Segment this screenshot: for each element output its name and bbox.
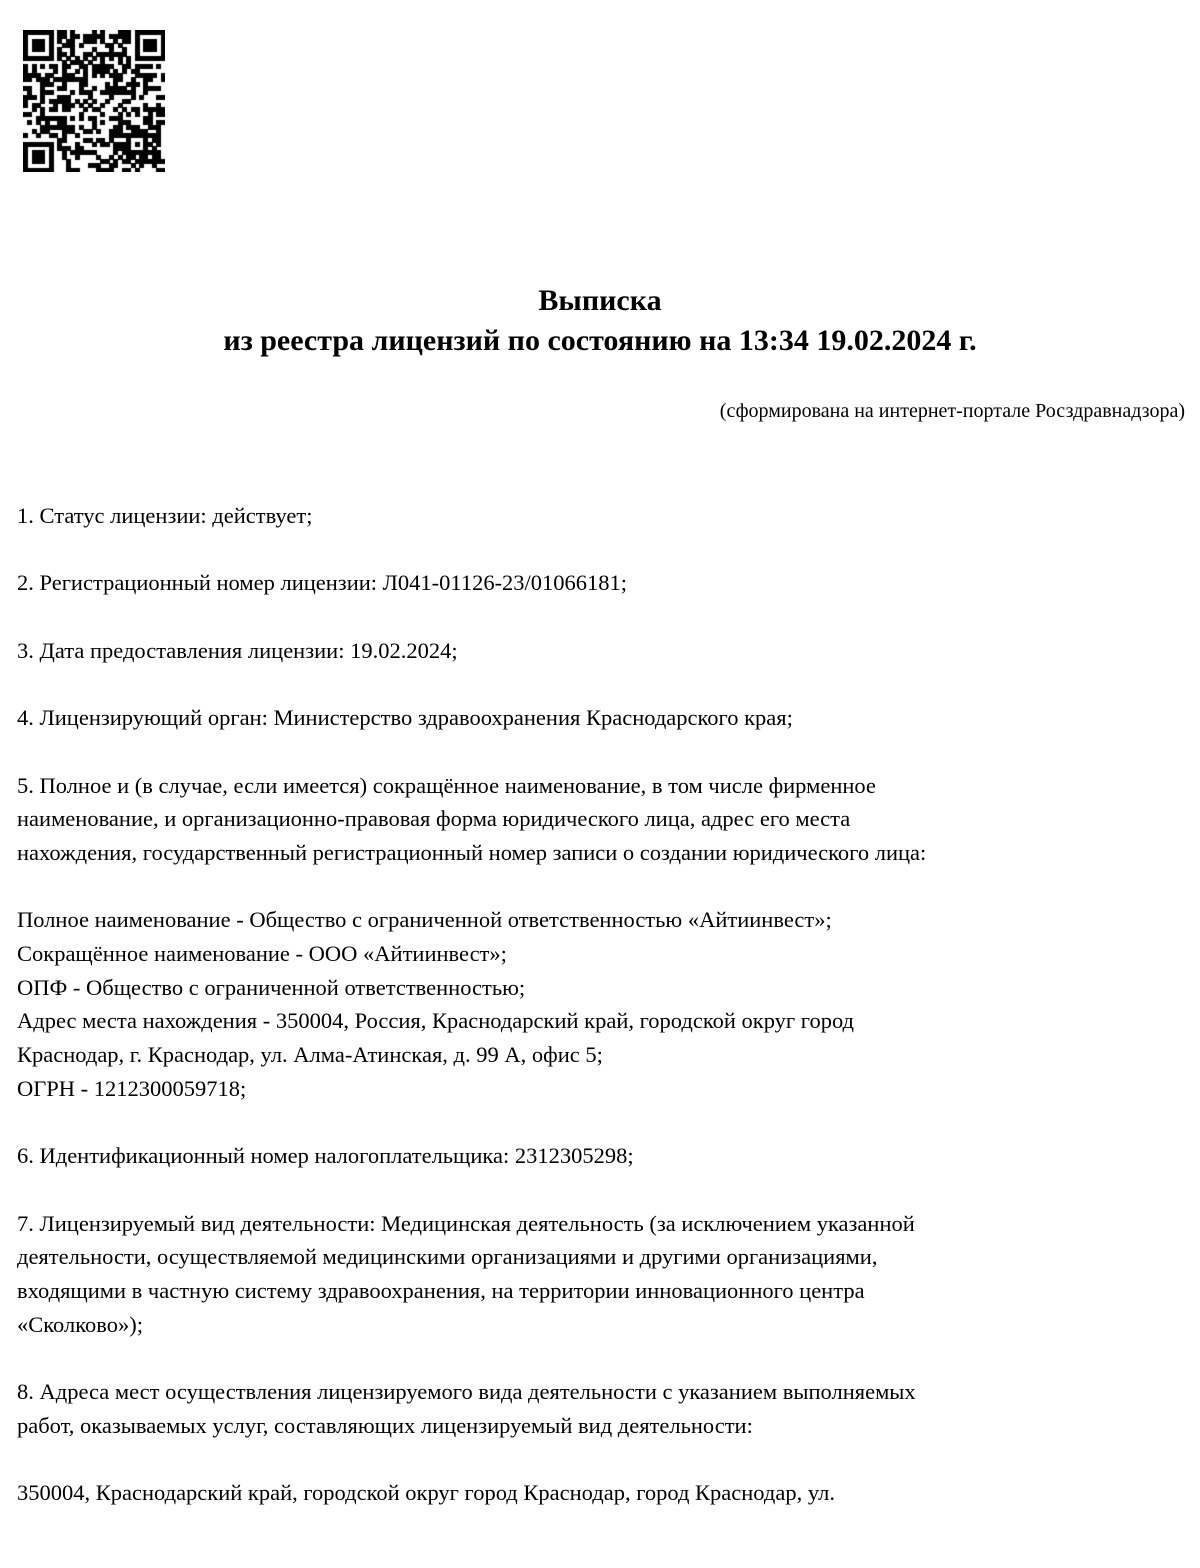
paragraph [17,1139,1189,1173]
paragraph [17,566,1189,600]
text-line: 350004, Краснодарский край, городской округ город Краснодар, город Краснодар, ул. [17,1480,835,1506]
text-line: 5. Полное и (в случае, если имеется) сокращённое наименование, в том числе фирменное [17,772,876,798]
text-line: 2. Регистрационный номер лицензии: Л041-01126-23/01066181; [17,570,628,596]
document-body [17,499,1189,1544]
text-line: 7. Лицензируемый вид деятельности: Медицинская деятельность (за исключением указанной [17,1210,915,1236]
document-title [17,281,1183,361]
text-line: Краснодар, г. Краснодар, ул. Алма-Атинская, д. 99 А, офис 5; [17,1042,603,1068]
title-line-2: из реестра лицензий по состоянию на 13:34 19.02.2024 г. [223,324,977,357]
paragraph [17,903,1189,1105]
title-line-1: Выписка [538,284,662,317]
paragraph [17,499,1189,533]
document-subtitle: (сформирована на интернет-портале Росздравнадзора) [719,400,1185,422]
text-line: ОПФ - Общество с ограниченной ответственностью; [17,974,526,1000]
text-line: нахождения, государственный регистрационный номер записи о создании юридического лица: [17,839,927,865]
text-line: 4. Лицензирующий орган: Министерство здравоохранения Краснодарского края; [17,705,793,731]
paragraph [17,634,1189,668]
paragraph [17,1476,1189,1510]
text-line: 3. Дата предоставления лицензии: 19.02.2024; [17,637,458,663]
text-line: 8. Адреса мест осуществления лицензируемого вида деятельности с указанием выполняемых [17,1379,916,1405]
text-line: входящими в частную систему здравоохранения, на территории инновационного центра [17,1278,865,1304]
text-line: 6. Идентификационный номер налогоплательщика: 2312305298; [17,1143,634,1169]
text-line: Сокращённое наименование - ООО «Айтиинвест»; [17,941,507,967]
paragraph [17,769,1189,870]
text-line: работ, оказываемых услуг, составляющих лицензируемый вид деятельности: [17,1412,753,1438]
paragraph [17,1207,1189,1342]
text-line: Адрес места нахождения - 350004, Россия, Краснодарский край, городской округ город [17,1008,854,1034]
paragraph [17,701,1189,735]
text-line: ОГРН - 1212300059718; [17,1075,247,1101]
text-line: 1. Статус лицензии: действует; [17,503,313,528]
text-line: деятельности, осуществляемой медицинскими организациями и другими организациями, [17,1244,878,1270]
text-line: наименование, и организационно-правовая форма юридического лица, адрес его места [17,806,851,832]
text-line: Полное наименование - Общество с ограниченной ответственностью «Айтиинвест»; [17,907,832,933]
text-line: «Сколково»); [17,1311,143,1337]
qr-code-icon [23,30,165,172]
paragraph [17,1375,1189,1442]
